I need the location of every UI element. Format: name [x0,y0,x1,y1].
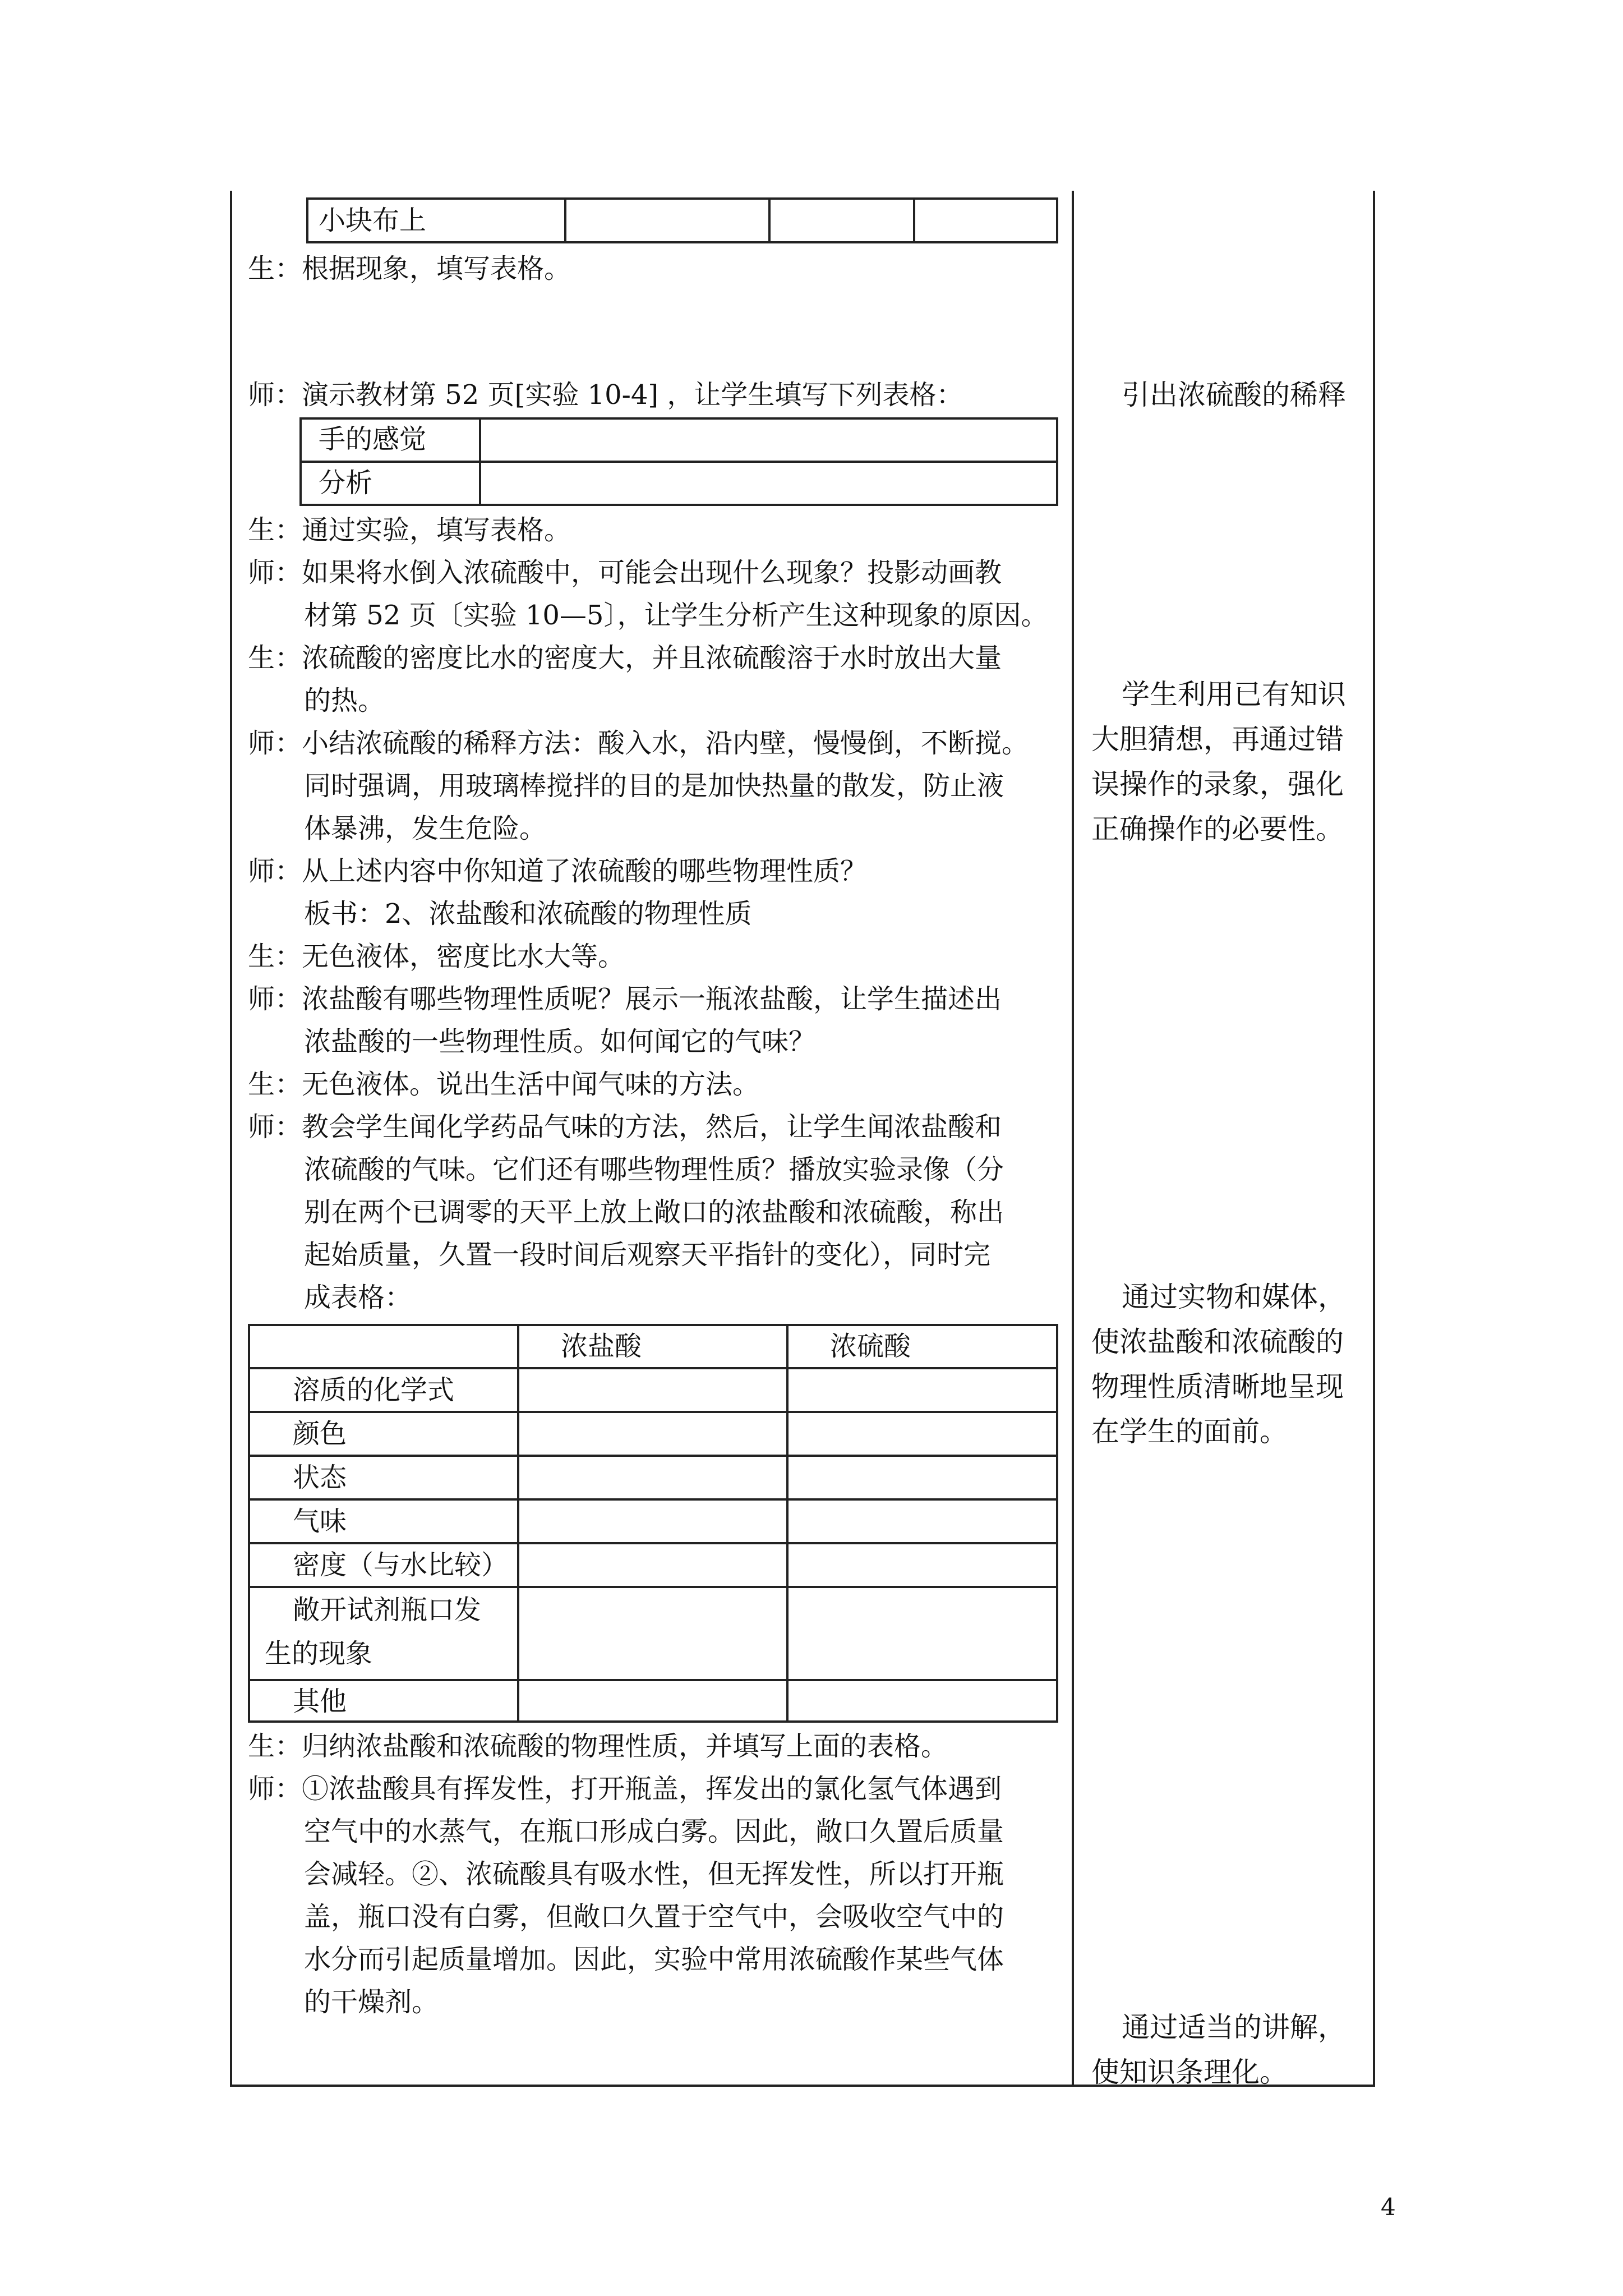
row-color: 颜色 [293,1418,347,1450]
line-teacher-12b: 浓硫酸的气味。它们还有哪些物理性质？播放实验录像（分 [304,1154,1004,1185]
row-other: 其他 [293,1686,347,1717]
line-student-5b: 的热。 [304,685,385,716]
line-student-5a: 生：浓硫酸的密度比水的密度大，并且浓硫酸溶于水时放出大量 [248,642,1002,674]
line-teacher-12d: 起始质量，久置一段时间后观察天平指针的变化），同时完 [304,1239,991,1271]
line-teacher-4a: 师：如果将水倒入浓硫酸中，可能会出现什么现象？投影动画教 [248,557,1002,588]
line-teacher-12e: 成表格： [304,1282,412,1313]
line-teacher-14c: 会减轻。②、浓硫酸具有吸水性，但无挥发性，所以打开瓶 [304,1858,1004,1890]
line-teacher-6a: 师：小结浓硫酸的稀释方法：酸入水，沿内壁，慢慢倒，不断搅。 [248,728,1029,759]
line-teacher-14f: 的干燥剂。 [304,1986,439,2018]
line-teacher-demo: 师：演示教材第 52 页[实验 10-4] ，让学生填写下列表格： [248,379,963,411]
line-teacher-14b: 空气中的水蒸气，在瓶口形成白雾。因此，敞口久置后质量 [304,1816,1004,1847]
line-teacher-10a: 师：浓盐酸有哪些物理性质呢？展示一瓶浓盐酸，让学生描述出 [248,983,1002,1015]
line-student-3: 生：通过实验，填写表格。 [248,514,571,546]
line-teacher-14a: 师：①浓盐酸具有挥发性，打开瓶盖，挥发出的氯化氢气体遇到 [248,1773,1002,1805]
line-teacher-12a: 师：教会学生闻化学药品气味的方法，然后，让学生闻浓盐酸和 [248,1111,1002,1143]
note-media-c: 物理性质清晰地呈现 [1091,1370,1344,1403]
line-student-9: 生：无色液体，密度比水大等。 [248,941,625,972]
line-teacher-10b: 浓盐酸的一些物理性质。如何闻它的气味？ [304,1026,816,1057]
row-solute-formula: 溶质的化学式 [293,1374,455,1406]
header-conc-hcl: 浓盐酸 [561,1331,642,1362]
row-density: 密度（与水比较） [293,1549,509,1581]
note-guess-b: 大胆猜想，再通过错 [1091,723,1344,756]
line-teacher-6b: 同时强调，用玻璃棒搅拌的目的是加快热量的散发，防止液 [304,770,1004,802]
experiment-row-analysis: 分析 [319,467,373,499]
line-student-11: 生：无色液体。说出生活中闻气味的方法。 [248,1069,760,1100]
page-number: 4 [1381,2193,1396,2221]
row-open-bottle-2: 生的现象 [265,1638,373,1669]
note-media-a: 通过实物和媒体， [1122,1281,1346,1313]
note-media-b: 使浓盐酸和浓硫酸的 [1091,1326,1344,1358]
line-blackboard: 板书：2、浓盐酸和浓硫酸的物理性质 [304,898,752,930]
note-media-d: 在学生的面前。 [1091,1415,1288,1448]
note-explain-a: 通过适当的讲解， [1122,2011,1346,2044]
header-conc-h2so4: 浓硫酸 [830,1331,911,1362]
note-dilution-intro: 引出浓硫酸的稀释 [1122,379,1346,411]
line-teacher-4b: 材第 52 页〔实验 10—5〕，让学生分析产生这种现象的原因。 [304,600,1048,631]
top-table-label: 小块布上 [319,205,427,236]
note-guess-d: 正确操作的必要性。 [1091,813,1344,845]
line-teacher-14d: 盖，瓶口没有白雾，但敞口久置于空气中，会吸收空气中的 [304,1901,1004,1932]
note-guess-c: 误操作的录象，强化 [1091,768,1344,800]
outer-right-border [1373,191,1375,2087]
line-teacher-7: 师：从上述内容中你知道了浓硫酸的哪些物理性质？ [248,855,868,887]
line-teacher-6c: 体暴沸，发生危险。 [304,813,547,844]
line-teacher-12c: 别在两个已调零的天平上放上敞口的浓盐酸和浓硫酸，称出 [304,1197,1004,1228]
line-teacher-14e: 水分而引起质量增加。因此，实验中常用浓硫酸作某些气体 [304,1944,1004,1975]
line-student-1: 生：根据现象，填写表格。 [248,253,571,284]
outer-left-border [230,191,232,2087]
experiment-row-hand-feeling: 手的感觉 [319,424,427,455]
note-guess-a: 学生利用已有知识 [1122,678,1346,711]
row-odor: 气味 [293,1506,347,1537]
row-open-bottle-1: 敞开试剂瓶口发 [293,1594,482,1626]
row-state: 状态 [293,1462,347,1493]
column-divider [1072,191,1074,2087]
line-student-13: 生：归纳浓盐酸和浓硫酸的物理性质，并填写上面的表格。 [248,1731,948,1762]
note-explain-b: 使知识条理化。 [1091,2056,1288,2088]
